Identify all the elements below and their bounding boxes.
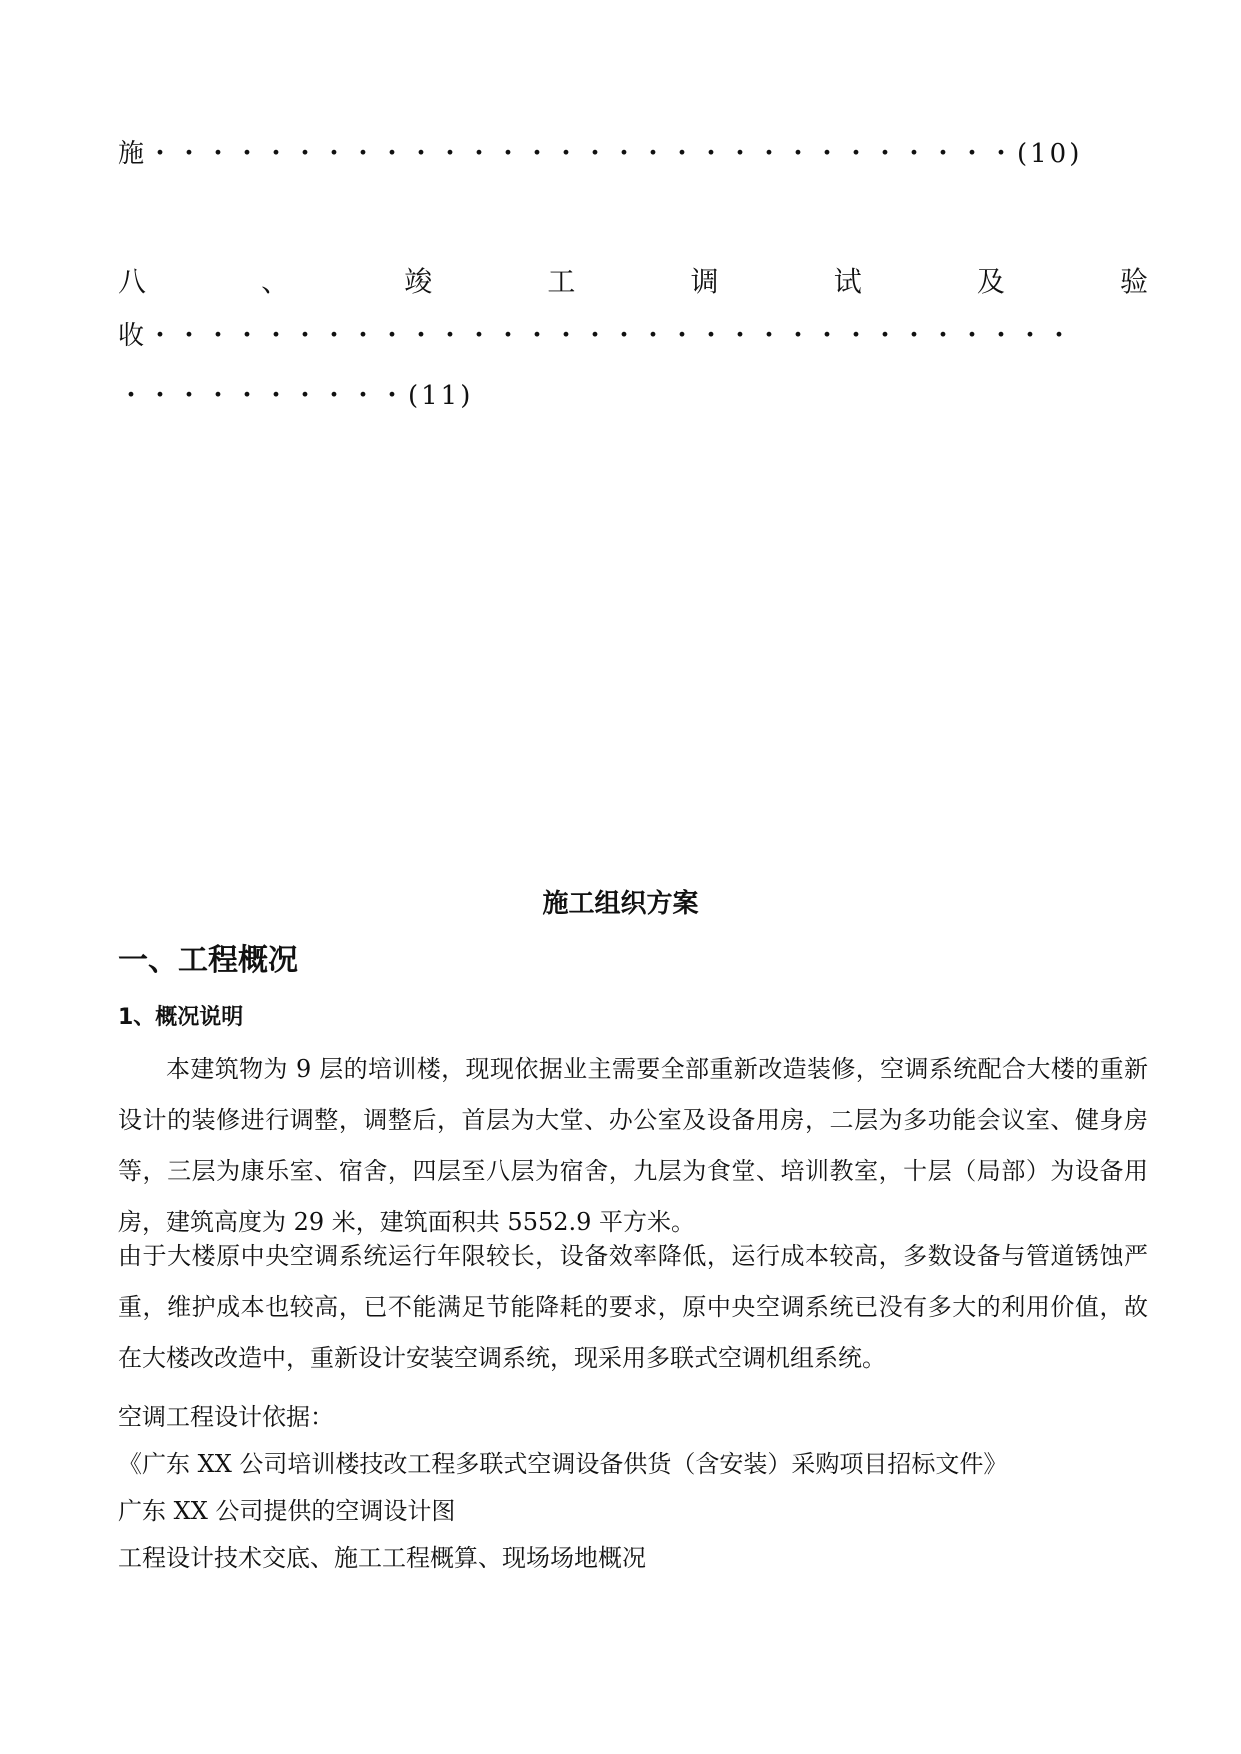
toc-char: 及	[976, 265, 1005, 298]
toc-char: 试	[833, 265, 862, 298]
toc-char: 调	[690, 265, 719, 298]
toc-char: 、	[261, 265, 290, 298]
subsection-heading: 1、概况说明	[118, 1005, 244, 1030]
section-heading: 一、工程概况	[118, 943, 298, 978]
basis-item: 广东 XX 公司提供的空调设计图	[118, 1497, 456, 1525]
document-title: 施工组织方案	[542, 889, 699, 919]
toc-char: 竣	[404, 265, 433, 298]
body-paragraph: 本建筑物为 9 层的培训楼，现现依据业主需要全部重新改造装修，空调系统配合大楼的重新设计的装修进行调整，调整后，首层为大堂、办公室及设备用房，二层为多功能会议室、健身房等，三层为康乐室、宿舍，四层至八层为宿舍，九层为食堂、培训教室，十层（局部）为设备用房，建筑高度为 29 米，建筑面积共 5552.9 平方米。	[118, 1055, 1148, 1236]
body-paragraph: 由于大楼原中央空调系统运行年限较长，设备效率降低，运行成本较高，多数设备与管道锈蚀严重，维护成本也较高，已不能满足节能降耗的要求，原中央空调系统已没有多大的利用价值，故在大楼改改造中，重新设计安装空调系统，现采用多联式空调机组系统。	[118, 1242, 1148, 1372]
basis-item: 《广东 XX 公司培训楼技改工程多联式空调设备供货（含安装）采购项目招标文件》	[118, 1450, 1008, 1478]
toc-char: 八	[118, 265, 147, 298]
toc-entry-line: 施・・・・・・・・・・・・・・・・・・・・・・・・・・・・・・(10)	[118, 139, 1083, 169]
toc-entry-line: 收・・・・・・・・・・・・・・・・・・・・・・・・・・・・・・・・	[118, 321, 1076, 351]
toc-char: 工	[547, 265, 576, 298]
toc-entry-line: ・・・・・・・・・・(11)	[118, 381, 474, 411]
basis-label: 空调工程设计依据：	[118, 1403, 334, 1431]
basis-item: 工程设计技术交底、施工工程概算、现场场地概况	[118, 1544, 646, 1572]
toc-entry-spread-heading	[118, 262, 1148, 302]
toc-char: 验	[1119, 265, 1148, 298]
